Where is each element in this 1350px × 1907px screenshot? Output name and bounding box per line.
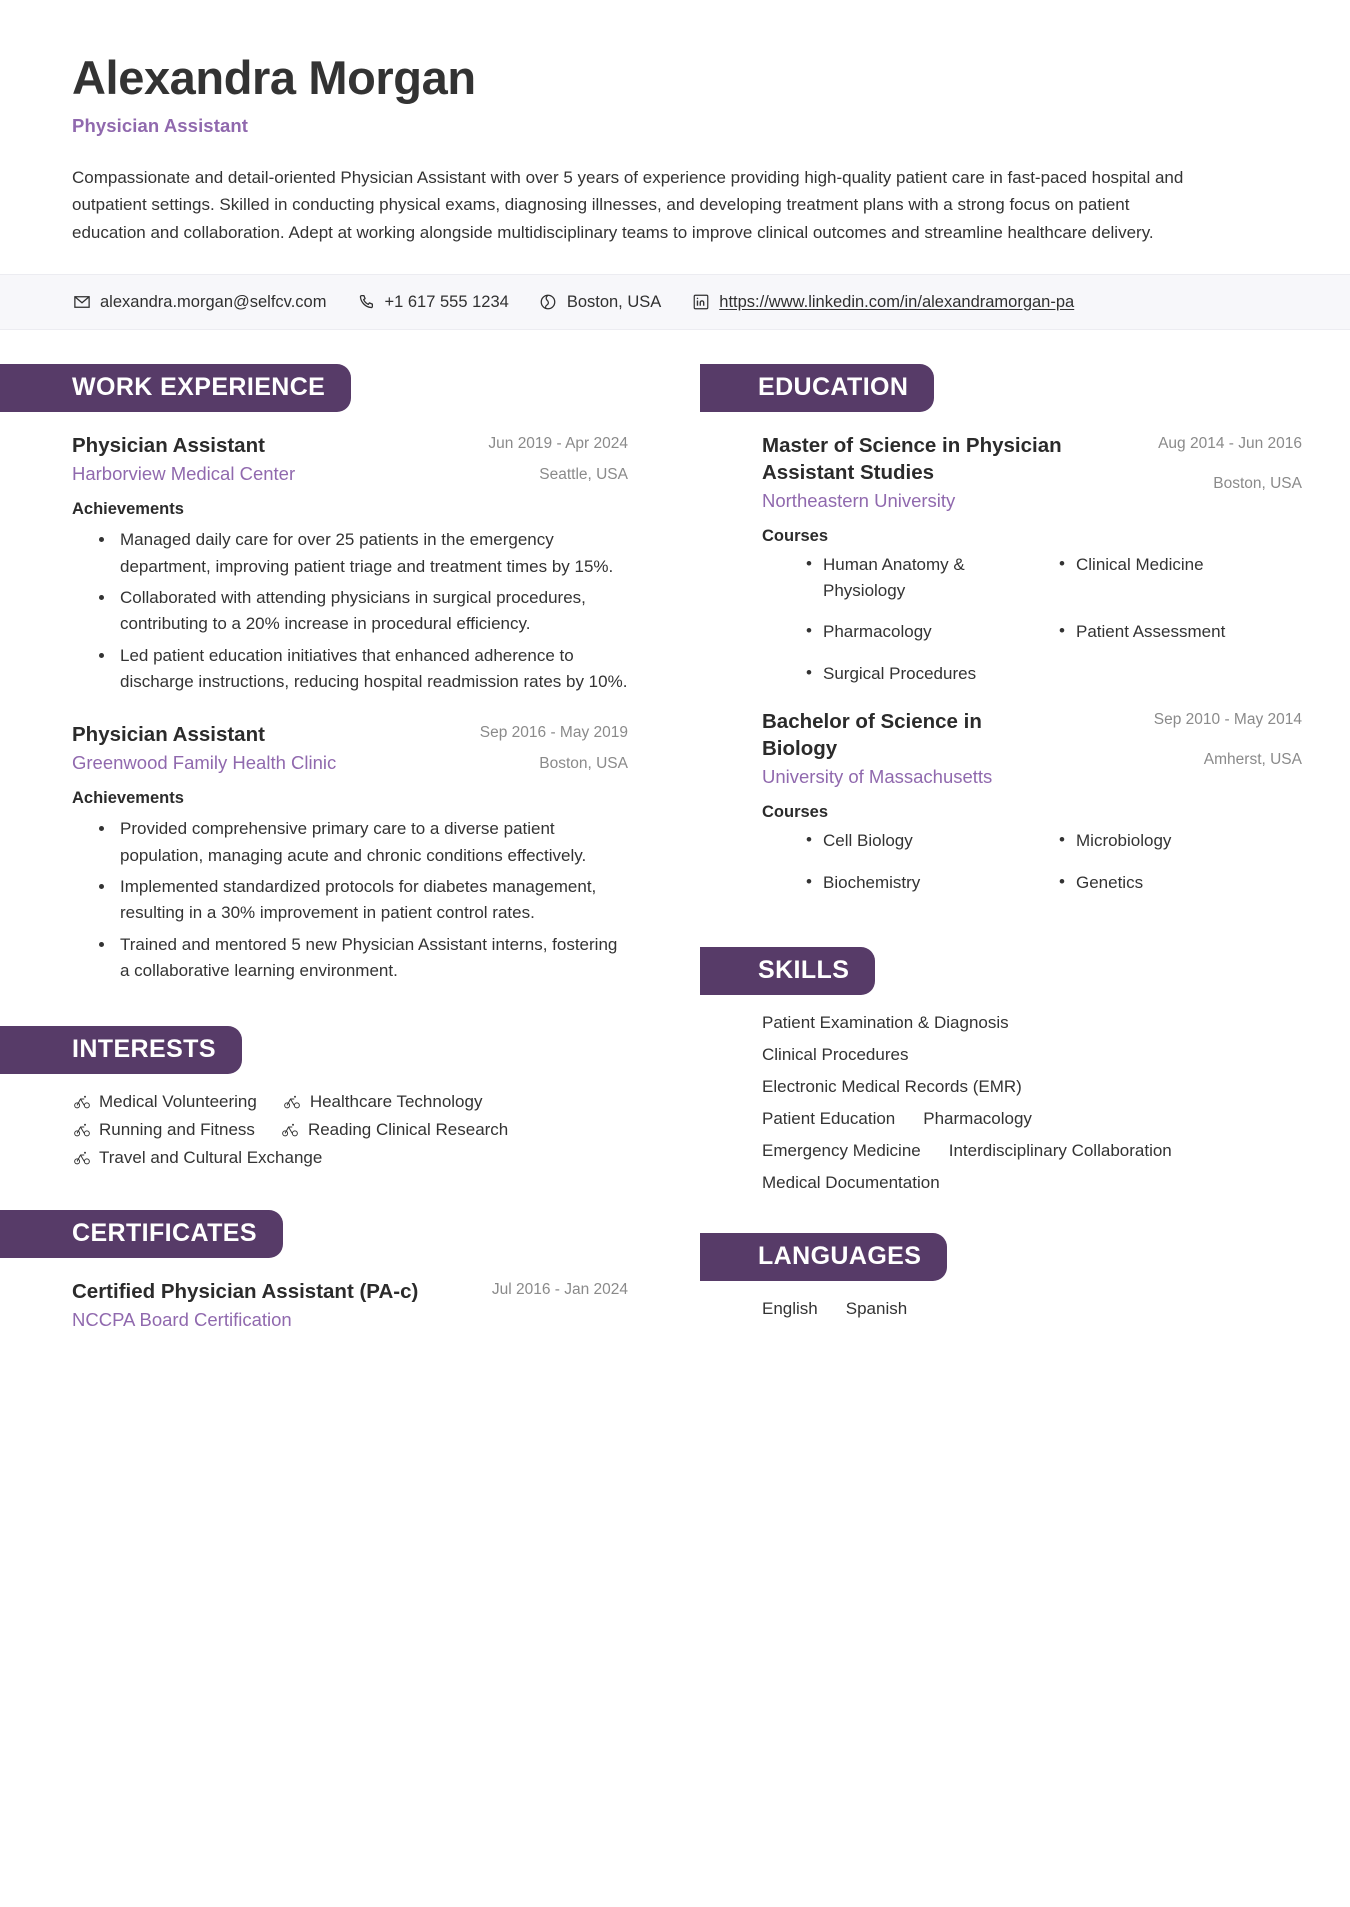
work-entry — [72, 432, 628, 695]
education-institution: Northeastern University — [762, 490, 956, 512]
achievement-item: • Led patient education initiatives that enhanced adherence to discharge instructions, reducing hospital readmission rates by 10%. — [116, 643, 628, 696]
skill-item: Patient Education — [762, 1109, 896, 1129]
interest-item — [283, 1092, 483, 1112]
achievement-list — [72, 816, 628, 984]
work-organization: Harborview Medical Center — [72, 463, 296, 485]
education-location: Boston, USA — [1213, 475, 1302, 493]
bicycle-icon — [72, 1121, 91, 1140]
achievements-label: Achievements — [72, 500, 184, 519]
skill-item: Electronic Medical Records (EMR) — [762, 1077, 1022, 1097]
contact-linkedin-text[interactable]: https://www.linkedin.com/in/alexandramorgan-pa — [719, 292, 1075, 311]
achievement-item: • Implemented standardized protocols for diabetes management, resulting in a 30% improvement in patient control rates. — [116, 874, 628, 927]
linkedin-icon — [691, 293, 710, 312]
section-languages — [700, 1233, 1350, 1319]
certificate-issuer: NCCPA Board Certification — [72, 1309, 292, 1331]
globe-icon — [539, 293, 558, 312]
skills-list — [762, 1013, 1182, 1193]
envelope-icon — [72, 293, 91, 312]
education-date: Sep 2010 - May 2014 — [1153, 711, 1302, 729]
education-entry — [762, 708, 1302, 911]
interest-label: Travel and Cultural Exchange — [99, 1148, 323, 1168]
course-item: • Pharmacology — [806, 619, 1049, 645]
section-heading-interests: INTERESTS — [0, 1026, 242, 1074]
courses-list — [762, 552, 1302, 702]
interest-item — [72, 1120, 255, 1140]
section-skills — [700, 947, 1350, 1193]
certificate-entry — [72, 1278, 628, 1333]
section-education — [700, 364, 1350, 911]
course-item: • Cell Biology — [806, 828, 1049, 854]
education-location: Amherst, USA — [1203, 751, 1302, 769]
bicycle-icon — [283, 1093, 302, 1112]
interest-label: Reading Clinical Research — [307, 1120, 509, 1140]
work-location: Boston, USA — [539, 755, 628, 773]
education-date: Aug 2014 - Jun 2016 — [1158, 435, 1302, 453]
languages-list — [762, 1299, 1302, 1319]
achievement-list — [72, 527, 628, 695]
skill-item: Pharmacology — [923, 1109, 1032, 1129]
interest-label: Running and Fitness — [99, 1120, 255, 1140]
bicycle-icon — [281, 1121, 300, 1140]
page-title: Alexandra Morgan — [72, 51, 476, 104]
achievements-label: Achievements — [72, 789, 184, 808]
contact-email-text: alexandra.morgan@selfcv.com — [100, 292, 327, 311]
education-degree: Bachelor of Science in Biology — [762, 710, 982, 761]
work-title: Physician Assistant — [72, 434, 265, 458]
contact-location-text: Boston, USA — [566, 292, 662, 311]
skill-item: Emergency Medicine — [762, 1141, 921, 1161]
work-date: Sep 2016 - May 2019 — [479, 724, 628, 742]
right-column — [700, 330, 1350, 1319]
course-item: • Genetics — [1059, 870, 1302, 896]
work-location: Seattle, USA — [539, 466, 628, 484]
skill-item: Interdisciplinary Collaboration — [948, 1141, 1172, 1161]
interest-label: Healthcare Technology — [309, 1092, 483, 1112]
section-heading-languages: LANGUAGES — [700, 1233, 947, 1281]
interest-item — [72, 1148, 322, 1168]
achievement-item: • Provided comprehensive primary care to a diverse patient population, managing acute and chronic conditions effectively. — [116, 816, 628, 869]
contact-location — [539, 293, 661, 312]
contact-email[interactable] — [72, 293, 326, 312]
course-item: • Microbiology — [1059, 828, 1302, 854]
section-heading-skills: SKILLS — [700, 947, 875, 995]
left-column — [0, 330, 700, 1333]
certificate-title: Certified Physician Assistant (PA-c) — [72, 1280, 419, 1304]
language-item: Spanish — [845, 1299, 908, 1319]
interest-item — [281, 1120, 508, 1140]
education-entry — [762, 432, 1302, 702]
education-institution: University of Massachusetts — [762, 766, 993, 788]
skill-item: Patient Examination & Diagnosis — [762, 1013, 1009, 1033]
contact-bar — [0, 274, 1350, 330]
phone-icon — [356, 293, 375, 312]
contact-phone-text: +1 617 555 1234 — [384, 292, 509, 311]
resume-header — [0, 0, 1350, 246]
course-item: • Biochemistry — [806, 870, 1049, 896]
course-item: • Patient Assessment — [1059, 619, 1302, 645]
section-heading-education: EDUCATION — [700, 364, 934, 412]
work-date: Jun 2019 - Apr 2024 — [488, 435, 628, 453]
bicycle-icon — [72, 1093, 91, 1112]
section-heading-work-experience: WORK EXPERIENCE — [0, 364, 351, 412]
course-item: • Human Anatomy & Physiology — [806, 552, 1049, 603]
job-title: Physician Assistant — [72, 114, 249, 136]
interest-label: Medical Volunteering — [99, 1092, 257, 1112]
professional-summary: Compassionate and detail-oriented Physician Assistant with over 5 years of experience providing high-quality patient care in fast-paced hospital and outpatient settings. Skilled in conducting physical exams, diagnosing illnesses, and developing treatment plans with a strong focus on patient education and collaboration. Adept at working alongside multidisciplinary teams to improve clinical outcomes and streamline healthcare delivery. — [72, 167, 1184, 242]
language-item: English — [762, 1299, 818, 1319]
resume-body — [0, 330, 1350, 1333]
section-certificates — [0, 1210, 700, 1333]
certificate-date: Jul 2016 - Jan 2024 — [491, 1281, 628, 1299]
bicycle-icon — [72, 1149, 91, 1168]
courses-list — [762, 828, 1302, 911]
section-work-experience — [0, 364, 700, 984]
skill-item: Medical Documentation — [762, 1173, 940, 1193]
work-organization: Greenwood Family Health Clinic — [72, 752, 337, 774]
interest-item — [72, 1092, 257, 1112]
education-degree: Master of Science in Physician Assistant Studies — [762, 434, 1062, 485]
achievement-item: • Trained and mentored 5 new Physician Assistant interns, fostering a collaborative learning environment. — [116, 932, 628, 985]
interests-list — [72, 1092, 592, 1168]
section-heading-certificates: CERTIFICATES — [0, 1210, 283, 1258]
achievement-item: • Managed daily care for over 25 patients in the emergency department, improving patient triage and treatment times by 15%. — [116, 527, 628, 580]
work-entry — [72, 721, 628, 984]
contact-phone[interactable] — [356, 293, 508, 312]
contact-linkedin[interactable] — [691, 293, 1074, 312]
course-item: • Clinical Medicine — [1059, 552, 1302, 603]
courses-label: Courses — [762, 527, 829, 546]
skill-item: Clinical Procedures — [762, 1045, 909, 1065]
courses-label: Courses — [762, 803, 829, 822]
section-interests — [0, 1026, 700, 1168]
achievement-item: • Collaborated with attending physicians in surgical procedures, contributing to a 20% increase in procedural efficiency. — [116, 585, 628, 638]
work-title: Physician Assistant — [72, 723, 265, 747]
course-item: • Surgical Procedures — [806, 661, 1049, 687]
